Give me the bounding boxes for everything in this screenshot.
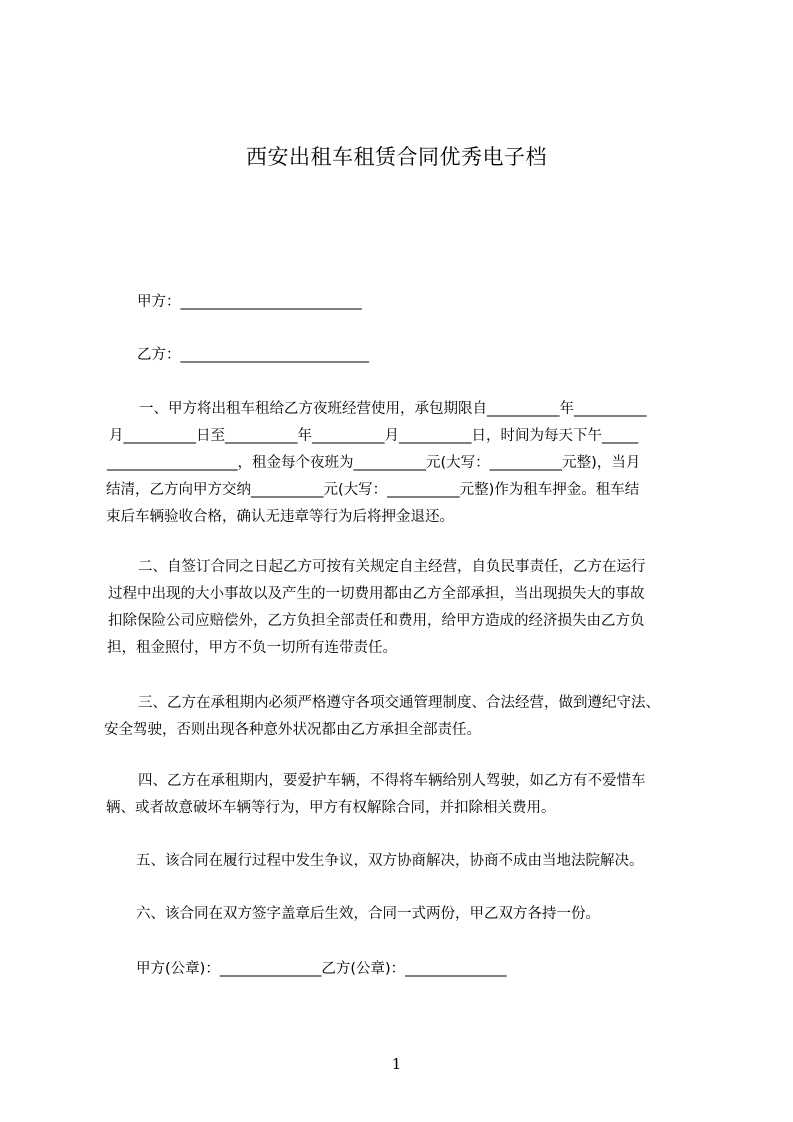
clause-2-line: 扣除保险公司应赔偿外，乙方负担全部责任和费用，给甲方造成的经济损失由乙方负 (108, 613, 645, 629)
clause-3-line: 三、乙方在承租期内必须严格遵守各项交通管理制度、合法经营，做到遵纪守法、 (138, 695, 660, 711)
party-a-line: 甲方：_________________________ (137, 294, 362, 310)
signature-line: 甲方(公章)：______________乙方(公章)：______________ (136, 961, 507, 977)
clause-1-line: __________________，租金每个夜班为__________元(大写：__________元整)，当月 (107, 455, 641, 471)
clause-1-line: 一、甲方将出租车租给乙方夜班经营使用，承包期限自__________年__________ (139, 401, 647, 417)
clause-6: 六、该合同在双方签字盖章后生效，合同一式两份，甲乙双方各持一份。 (136, 906, 600, 922)
clause-2-line: 过程中出现的大小事故以及产生的一切费用都由乙方全部承担，当出现损失大的事故 (108, 586, 645, 602)
clause-1-line: 结清，乙方向甲方交纳__________元(大写：__________元整)作为租车押金。租车结 (106, 482, 640, 498)
clause-1-line: 束后车辆验收合格，确认无违章等行为后将押金退还。 (106, 509, 454, 525)
clause-4-line: 四、乙方在承租期内，要爱护车辆，不得将车辆给别人驾驶，如乙方有不爱惜车 (138, 773, 646, 789)
clause-1-line: 月__________日至__________年__________月__________日，时间为每天下午_____ (109, 428, 639, 444)
clause-5: 五、该合同在履行过程中发生争议，双方协商解决，协商不成由当地法院解决。 (136, 853, 644, 869)
clause-4-line: 辆、或者故意破坏车辆等行为，甲方有权解除合同，并扣除相关费用。 (106, 800, 556, 816)
party-b-line: 乙方：__________________________ (137, 347, 369, 363)
clause-2-line: 担，租金照付，甲方不负一切所有连带责任。 (107, 640, 397, 656)
clause-2-line: 二、自签订合同之日起乙方可按有关规定自主经营，自负民事责任，乙方在运行 (138, 559, 646, 575)
page-number: 1 (391, 1055, 402, 1073)
clause-3-line: 安全驾驶，否则出现各种意外状况都由乙方承担全部责任。 (104, 722, 481, 738)
document-title: 西安出租车租赁合同优秀电子档 (246, 145, 547, 169)
